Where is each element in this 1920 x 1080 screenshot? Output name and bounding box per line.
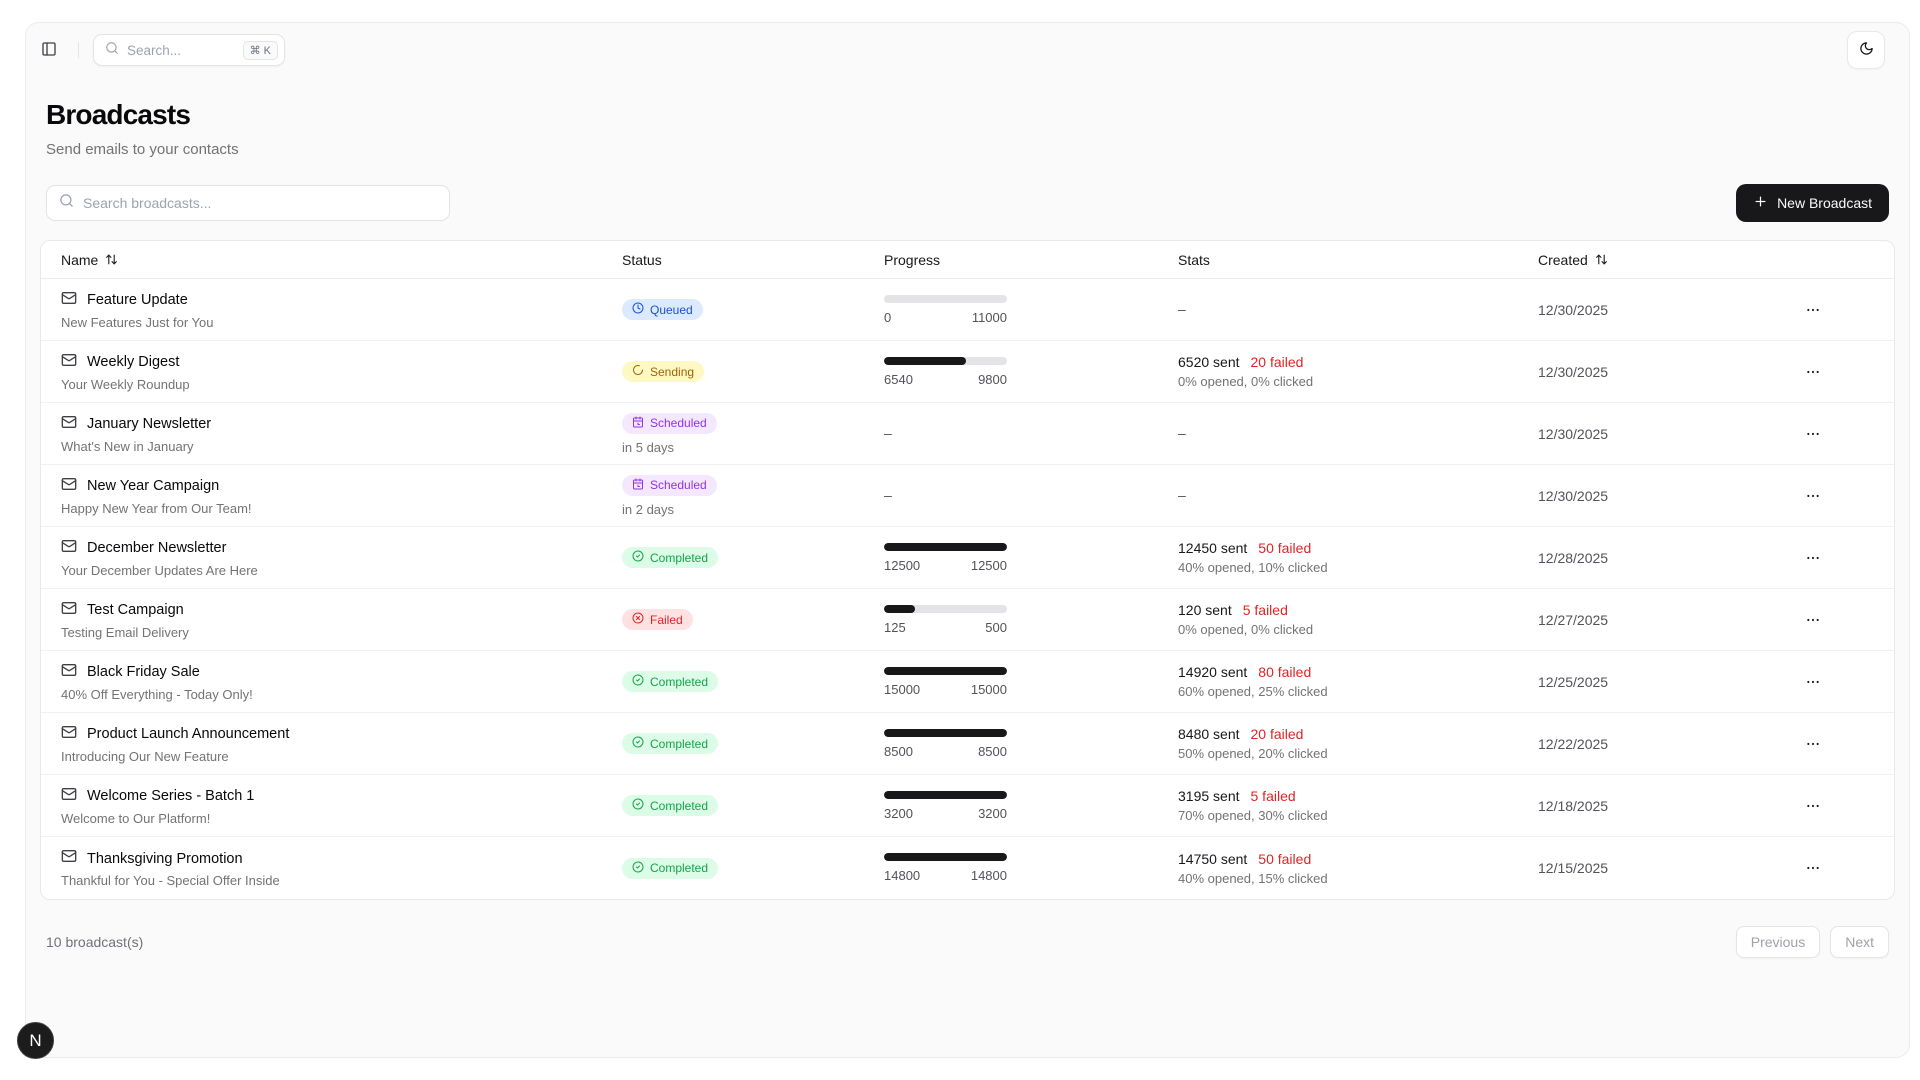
progress-total: 11000 [971, 309, 1007, 325]
broadcast-subject: Happy New Year from Our Team! [61, 500, 252, 516]
empty-value: – [884, 486, 892, 503]
progress-cell [884, 605, 1178, 635]
spinner-icon [632, 364, 644, 379]
progress-cell [884, 791, 1178, 821]
progress-current: 6540 [884, 371, 913, 387]
stats-cell [1178, 301, 1538, 319]
engagement-stats: 70% opened, 30% clicked [1178, 808, 1328, 823]
stats-cell [1178, 664, 1538, 699]
row-actions-button[interactable] [1798, 605, 1828, 635]
mail-icon [61, 662, 77, 683]
failed-count: 80 failed [1258, 664, 1312, 680]
sort-created-button[interactable] [1595, 253, 1608, 266]
check-circle-icon [632, 674, 644, 689]
broadcast-name: Weekly Digest [87, 354, 180, 370]
new-broadcast-button[interactable]: New Broadcast [1736, 184, 1889, 222]
stats-cell [1178, 540, 1538, 575]
broadcast-count: 10 broadcast(s) [46, 934, 144, 950]
table-row[interactable] [41, 279, 1894, 341]
broadcasts-page [26, 77, 1909, 958]
progress-current: 125 [884, 619, 906, 635]
engagement-stats: 0% opened, 0% clicked [1178, 622, 1314, 637]
plus-icon [1753, 194, 1768, 212]
row-actions-button[interactable] [1798, 853, 1828, 883]
stats-cell [1178, 354, 1538, 389]
clock-icon [632, 302, 644, 317]
page-title: Broadcasts [46, 99, 191, 130]
row-actions-button[interactable] [1798, 295, 1828, 325]
sent-count: 3195 sent [1178, 788, 1240, 804]
progress-total: 14800 [970, 868, 1007, 883]
created-date: 12/25/2025 [1538, 673, 1609, 690]
calendar-clock-icon [632, 416, 644, 431]
progress-cell [884, 357, 1178, 387]
toolbar [40, 184, 1895, 222]
progress-bar [884, 667, 1007, 675]
broadcast-subject: 40% Off Everything - Today Only! [61, 686, 253, 702]
x-circle-icon [632, 612, 644, 627]
stats-cell [1178, 602, 1538, 637]
broadcast-name: January Newsletter [87, 416, 212, 432]
mail-icon [61, 786, 77, 807]
next-button[interactable]: Next [1830, 926, 1889, 958]
column-header-name: Name [61, 251, 99, 268]
table-row[interactable] [41, 713, 1894, 775]
broadcast-subject: Your Weekly Roundup [61, 376, 190, 392]
status-badge: Completed [622, 858, 718, 879]
progress-total: 500 [985, 619, 1007, 635]
status-badge: Completed [622, 547, 718, 568]
main-panel [25, 22, 1910, 1058]
table-row[interactable] [41, 465, 1894, 527]
progress-bar [884, 605, 1007, 613]
status-badge: Sending [622, 361, 704, 382]
progress-bar [884, 853, 1007, 861]
sent-count: 6520 sent [1178, 354, 1240, 370]
table-footer [40, 926, 1895, 958]
progress-cell [884, 543, 1178, 573]
table-header [41, 241, 1894, 279]
dev-indicator-badge[interactable]: N [17, 1022, 54, 1059]
status-badge: Scheduled [622, 413, 717, 434]
broadcasts-table [40, 240, 1895, 900]
table-row[interactable] [41, 837, 1894, 899]
stats-cell [1178, 487, 1538, 505]
created-date: 12/27/2025 [1538, 611, 1609, 628]
stats-cell [1178, 851, 1538, 886]
previous-button[interactable]: Previous [1736, 926, 1820, 958]
check-circle-icon [632, 736, 644, 751]
status-note: in 5 days [622, 439, 675, 455]
failed-count: 20 failed [1250, 354, 1304, 370]
engagement-stats: 40% opened, 10% clicked [1178, 560, 1328, 575]
progress-cell [884, 295, 1178, 325]
progress-current: 14800 [884, 868, 921, 883]
progress-total: 3200 [978, 805, 1007, 821]
failed-count: 20 failed [1250, 726, 1304, 742]
empty-value: – [884, 424, 892, 441]
broadcast-name: Black Friday Sale [87, 664, 200, 680]
mail-icon [61, 290, 77, 311]
created-date: 12/18/2025 [1538, 797, 1609, 814]
table-row[interactable] [41, 651, 1894, 713]
broadcast-subject: What's New in January [61, 438, 194, 454]
check-circle-icon [632, 861, 644, 876]
engagement-stats: 60% opened, 25% clicked [1178, 684, 1328, 699]
stats-cell [1178, 425, 1538, 443]
created-date: 12/30/2025 [1538, 301, 1609, 318]
broadcast-subject: Welcome to Our Platform! [61, 810, 211, 826]
mail-icon [61, 476, 77, 497]
broadcast-search-input[interactable] [46, 185, 450, 221]
failed-count: 5 failed [1250, 788, 1296, 804]
empty-value: – [1178, 424, 1186, 441]
progress-total: 12500 [970, 557, 1007, 573]
progress-cell [884, 729, 1178, 759]
status-badge: Failed [622, 609, 693, 630]
status-note: in 2 days [622, 501, 675, 517]
mail-icon [61, 414, 77, 435]
broadcast-subject: Testing Email Delivery [61, 624, 189, 640]
progress-total: 9800 [978, 371, 1007, 387]
kbd-shortcut: ⌘ K [243, 41, 278, 60]
row-actions-button[interactable] [1798, 481, 1828, 511]
created-date: 12/30/2025 [1538, 425, 1609, 442]
sent-count: 14920 sent [1178, 664, 1248, 680]
stats-cell [1178, 788, 1538, 823]
panel-left-icon [41, 41, 57, 60]
created-date: 12/28/2025 [1538, 549, 1609, 566]
progress-bar [884, 543, 1007, 551]
table-row[interactable] [41, 775, 1894, 837]
progress-current: 8500 [884, 743, 913, 759]
progress-cell [884, 425, 1178, 443]
engagement-stats: 40% opened, 15% clicked [1178, 870, 1328, 886]
broadcast-name: New Year Campaign [87, 478, 220, 494]
progress-current: 12500 [884, 557, 921, 573]
progress-total: 8500 [978, 743, 1007, 759]
row-actions-button[interactable] [1798, 729, 1828, 759]
table-row[interactable] [41, 403, 1894, 465]
sent-count: 120 sent [1178, 602, 1232, 618]
sidebar-toggle-button[interactable] [34, 35, 64, 65]
status-badge: Queued [622, 299, 703, 320]
mail-icon [61, 352, 77, 373]
row-actions-button[interactable] [1798, 357, 1828, 387]
broadcast-subject: Your December Updates Are Here [61, 562, 258, 578]
failed-count: 5 failed [1242, 602, 1288, 618]
broadcast-subject: Introducing Our New Feature [61, 748, 229, 764]
empty-value: – [1178, 300, 1186, 317]
check-circle-icon [632, 798, 644, 813]
status-badge: Completed [622, 795, 718, 816]
progress-cell [884, 487, 1178, 505]
broadcast-name: Welcome Series - Batch 1 [87, 788, 255, 804]
progress-total: 15000 [970, 681, 1007, 697]
engagement-stats: 0% opened, 0% clicked [1178, 374, 1314, 389]
progress-cell [884, 853, 1178, 883]
empty-value: – [1178, 486, 1186, 503]
row-actions-button[interactable] [1798, 667, 1828, 697]
broadcast-subject: New Features Just for You [61, 314, 214, 330]
row-actions-button[interactable] [1798, 543, 1828, 573]
progress-bar [884, 295, 1007, 303]
status-badge: Scheduled [622, 475, 717, 496]
topbar [26, 23, 1909, 77]
created-date: 12/22/2025 [1538, 735, 1609, 752]
table-row[interactable] [41, 589, 1894, 651]
progress-current: 15000 [884, 681, 921, 697]
progress-bar [884, 791, 1007, 799]
broadcast-name: Product Launch Announcement [87, 726, 290, 742]
stats-cell [1178, 726, 1538, 761]
progress-current: 0 [884, 309, 892, 325]
sent-count: 12450 sent [1178, 540, 1248, 556]
moon-icon [1859, 41, 1874, 59]
search-icon [59, 193, 74, 213]
sent-count: 8480 sent [1178, 726, 1240, 742]
mail-icon [61, 538, 77, 559]
calendar-clock-icon [632, 478, 644, 493]
mail-icon [61, 724, 77, 745]
search-icon [105, 41, 119, 60]
row-actions-button[interactable] [1798, 791, 1828, 821]
table-row[interactable] [41, 527, 1894, 589]
progress-bar [884, 729, 1007, 737]
created-date: 12/30/2025 [1538, 363, 1609, 380]
column-header-created: Created [1538, 251, 1588, 268]
failed-count: 50 failed [1258, 540, 1312, 556]
broadcast-subject: Thankful for You - Special Offer Inside [61, 873, 280, 888]
status-badge: Completed [622, 671, 718, 692]
failed-count: 50 failed [1258, 850, 1312, 867]
row-actions-button[interactable] [1798, 419, 1828, 449]
column-header-progress: Progress [884, 251, 941, 268]
broadcast-name: Feature Update [87, 292, 188, 308]
dark-mode-toggle-button[interactable] [1847, 31, 1885, 69]
column-header-stats: Stats [1178, 251, 1210, 268]
progress-bar [884, 357, 1007, 365]
created-date: 12/15/2025 [1538, 860, 1609, 876]
check-circle-icon [632, 550, 644, 565]
table-row[interactable] [41, 341, 1894, 403]
topbar-divider [78, 42, 79, 58]
broadcast-name: Thanksgiving Promotion [87, 850, 243, 867]
mail-icon [61, 848, 77, 869]
broadcast-search-placeholder: Search broadcasts... [83, 195, 212, 211]
progress-cell [884, 667, 1178, 697]
status-badge: Completed [622, 733, 718, 754]
broadcast-name: December Newsletter [87, 540, 227, 556]
mail-icon [61, 600, 77, 621]
engagement-stats: 50% opened, 20% clicked [1178, 746, 1328, 761]
sent-count: 14750 sent [1178, 850, 1248, 867]
broadcast-name: Test Campaign [87, 602, 184, 618]
created-date: 12/30/2025 [1538, 487, 1609, 504]
column-header-status: Status [622, 251, 662, 268]
global-search-input[interactable] [93, 34, 285, 66]
global-search-placeholder: Search... [127, 42, 182, 58]
progress-current: 3200 [884, 805, 913, 821]
page-subtitle: Send emails to your contacts [46, 141, 239, 158]
sort-name-button[interactable] [105, 253, 118, 266]
